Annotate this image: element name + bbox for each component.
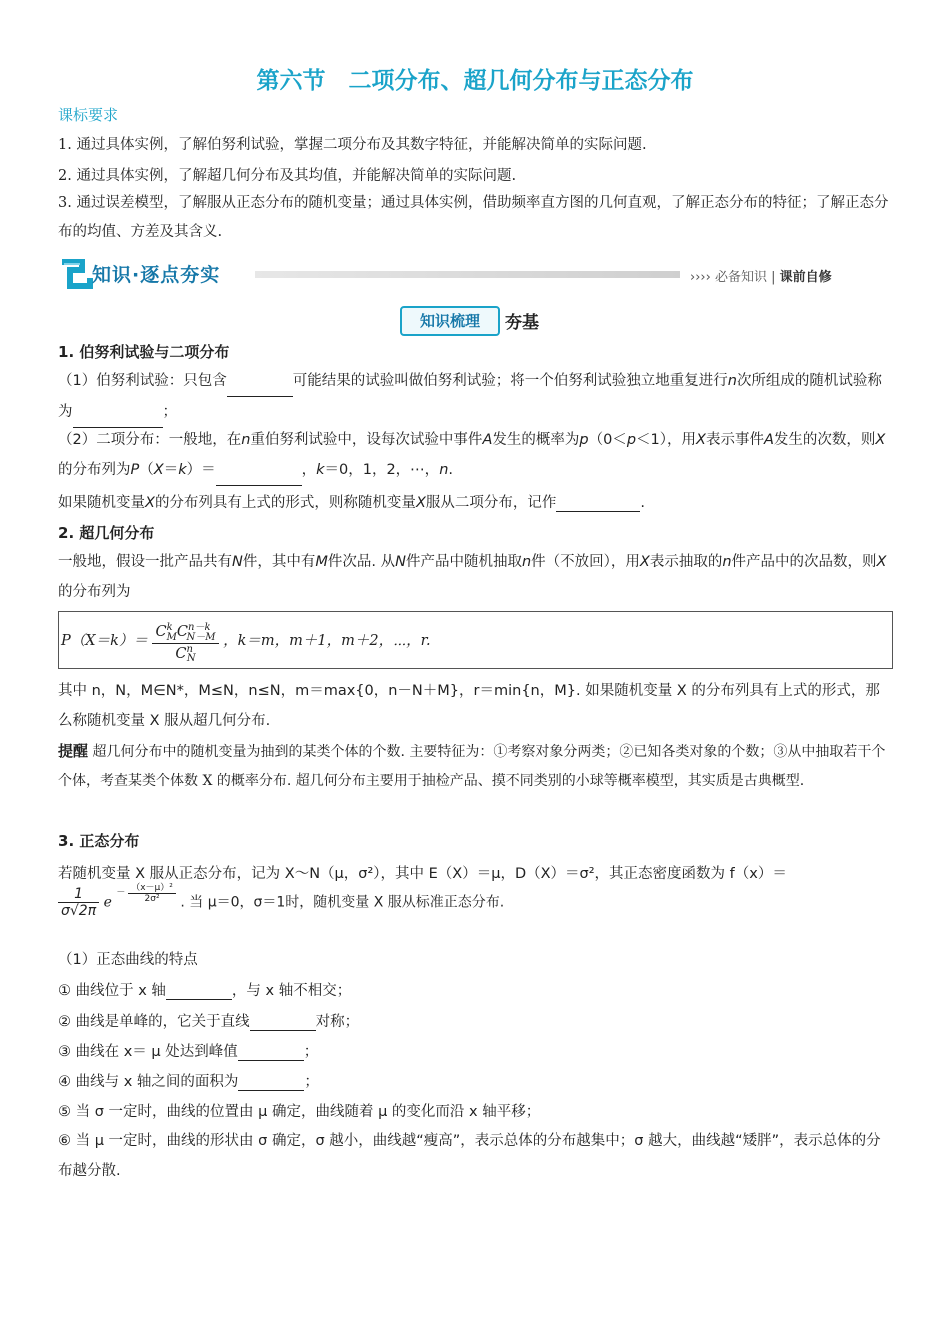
section-2-heading: 2. 超几何分布 xyxy=(58,524,155,542)
curve-feature-4: ④ 曲线与 x 轴之间的面积为 ； xyxy=(58,1074,319,1090)
tip-text: 超几何分布中的随机变量为抽到的某类个体的个数. 主要特征为：①考察对象分两类；②已知各类对象的个数；③从中抽取若干个个体，考查某类个体数 X 的概率分布. 超几何分布主要用于抽检产品、摸不同类别的小球等概率模型，其实质是古典概型. xyxy=(58,744,886,789)
hypergeometric-formula-box xyxy=(58,611,893,669)
section-2-paragraph-1: 一般地，假设一批产品共有N件，其中有M件次品. 从N件产品中随机抽取n件（不放回），用X表示抽取的n件产品中的次品数，则X的分布列为 xyxy=(58,554,887,600)
requirement-item-2: 2. 通过具体实例，了解超几何分布及其均值，并能解决简单的实际问题. xyxy=(58,168,517,184)
blank-3 xyxy=(216,455,302,486)
curve-feature-2: ② 曲线是单峰的，它关于直线 对称； xyxy=(58,1014,360,1030)
curve-feature-1: ① 曲线位于 x 轴 ，与 x 轴不相交； xyxy=(58,983,352,999)
blank-1 xyxy=(227,366,293,397)
section-3-heading: 3. 正态分布 xyxy=(58,832,140,850)
normal-density-formula: $\frac{1}{\sigma√2\pi}$ e － $\frac{\text{（x－μ）²}}{\text{2σ²}}$ . 当 μ＝0，σ＝1时，随机变量 X 服从标准正态分布. xyxy=(58,886,504,919)
banner-divider xyxy=(255,271,680,278)
requirements-label: 课标要求 xyxy=(58,106,119,124)
blank-4 xyxy=(556,495,640,512)
banner-arrows-icon: ›››› xyxy=(690,270,711,285)
banner-right-b: 课前自修 xyxy=(779,270,832,285)
section-1-heading: 1. 伯努利试验与二项分布 xyxy=(58,343,230,361)
subheading-tail: 夯基 xyxy=(505,313,539,333)
banner-title: 知识·逐点夯实 xyxy=(92,264,221,286)
curve-feature-5: ⑤ 当 σ 一定时，曲线的位置由 μ 确定，曲线随着 μ 的变化而沿 x 轴平移； xyxy=(58,1104,541,1120)
curve-features-title: （1）正态曲线的特点 xyxy=(58,952,198,968)
section-1-paragraph-2: （2）二项分布：一般地，在n重伯努利试验中，设每次试验中事件A发生的概率为p（0＜p＜1），用X表示事件A发生的次数，则X的分布列为P（X＝k）＝ ，k＝0，1，2，⋯，n. xyxy=(58,425,890,486)
subheading-box: 知识梳理 xyxy=(400,306,500,336)
requirement-item-3: 3. 通过误差模型，了解服从正态分布的随机变量；通过具体实例，借助频率直方图的几何直观，了解正态分布的特征；了解正态分布的均值、方差及其含义. xyxy=(58,195,889,240)
section-1-paragraph-3: 如果随机变量X的分布列具有上式的形式，则称随机变量X服从二项分布，记作 . xyxy=(58,495,645,511)
section-1-paragraph-1: （1）伯努利试验：只包含 可能结果的试验叫做伯努利试验；将一个伯努利试验独立地重复进行n次所组成的随机试验称为 ； xyxy=(58,366,890,428)
tip-block xyxy=(58,737,890,796)
banner-separator: | xyxy=(771,270,776,285)
curve-feature-6: ⑥ 当 μ 一定时，曲线的形状由 σ 确定，σ 越小，曲线越“瘦高”，表示总体的分布越集中；σ 越大，曲线越“矮胖”，表示总体的分布越分散. xyxy=(58,1133,881,1179)
tip-label: 提醒 xyxy=(58,742,89,760)
curve-feature-3: ③ 曲线在 x＝ μ 处达到峰值 ； xyxy=(58,1044,319,1060)
page-title: 第六节 二项分布、超几何分布与正态分布 xyxy=(256,68,694,94)
banner-right-label xyxy=(690,266,832,285)
banner-right-a: 必备知识 xyxy=(714,270,767,285)
section-3-paragraph-1: 若随机变量 X 服从正态分布，记为 X～N（μ，σ²），其中 E（X）＝μ，D（X）＝σ²，其正态密度函数为 f（x）＝ xyxy=(58,866,787,882)
hypergeometric-formula: P（X＝k）＝ $\frac{C^k_MC^{n-k}_{N-M}}{C^n_N}$ ，k＝m，m＋1，m＋2，⋯，r. xyxy=(61,618,431,664)
section-2-paragraph-2: 其中 n，N，M∈N*，M≤N，n≤N，m＝max{0，n－N＋M}，r＝min{n，M}. 如果随机变量 X 的分布列具有上式的形式，那么称随机变量 X 服从超几何分布. xyxy=(58,683,880,729)
blank-2 xyxy=(73,397,163,428)
requirement-item-1: 1. 通过具体实例，了解伯努利试验，掌握二项分布及其数字特征，并能解决简单的实际问题. xyxy=(58,137,647,153)
